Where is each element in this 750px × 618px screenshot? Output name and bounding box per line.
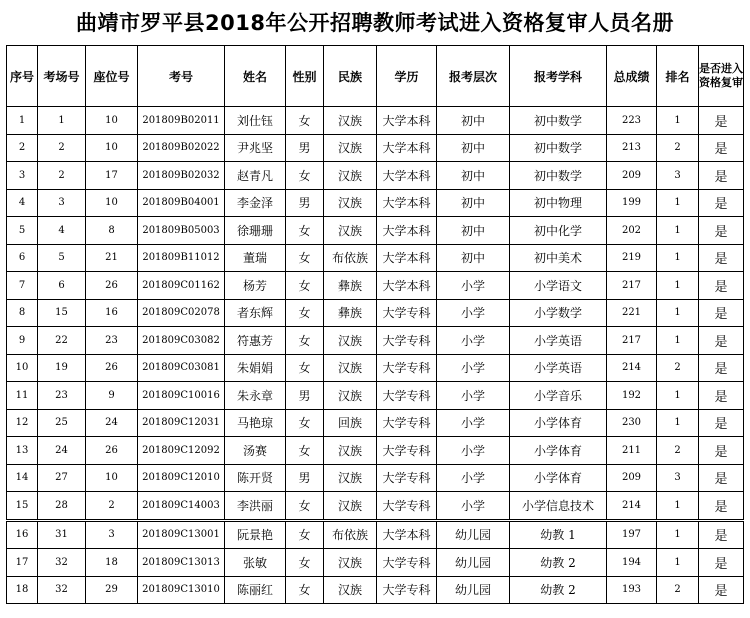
cell-gender: 女 <box>286 327 324 355</box>
cell-rank: 2 <box>657 437 699 465</box>
cell-ethnicity: 汉族 <box>324 354 377 382</box>
cell-level: 幼儿园 <box>437 576 510 604</box>
cell-exam-room-no: 22 <box>38 327 86 355</box>
table-row <box>7 520 744 549</box>
cell-gender: 男 <box>286 382 324 410</box>
cell-seq-no: 15 <box>7 492 38 521</box>
cell-name: 赵青凡 <box>225 162 286 190</box>
cell-subject: 幼教 2 <box>510 576 607 604</box>
cell-name: 李金泽 <box>225 189 286 217</box>
cell-total-score: 211 <box>607 437 657 465</box>
table-row <box>7 299 744 327</box>
cell-gender: 女 <box>286 217 324 245</box>
cell-exam-id: 201809B05003 <box>138 217 225 245</box>
cell-gender: 女 <box>286 299 324 327</box>
cell-ethnicity: 彝族 <box>324 299 377 327</box>
cell-gender: 女 <box>286 520 324 549</box>
cell-exam-room-no: 27 <box>38 464 86 492</box>
cell-rank: 1 <box>657 217 699 245</box>
cell-exam-room-no: 15 <box>38 299 86 327</box>
cell-seat-no: 2 <box>86 492 138 521</box>
column-header-review-status: 是否进入资格复审 <box>699 46 744 107</box>
cell-total-score: 214 <box>607 354 657 382</box>
cell-seat-no: 21 <box>86 244 138 272</box>
cell-ethnicity: 汉族 <box>324 549 377 577</box>
cell-rank: 2 <box>657 354 699 382</box>
cell-rank: 1 <box>657 520 699 549</box>
cell-exam-id: 201809B11012 <box>138 244 225 272</box>
cell-review-status: 是 <box>699 437 744 465</box>
cell-seat-no: 26 <box>86 437 138 465</box>
cell-seat-no: 10 <box>86 189 138 217</box>
cell-ethnicity: 汉族 <box>324 576 377 604</box>
cell-level: 小学 <box>437 409 510 437</box>
cell-exam-room-no: 28 <box>38 492 86 521</box>
cell-subject: 幼教 2 <box>510 549 607 577</box>
cell-total-score: 197 <box>607 520 657 549</box>
cell-exam-room-no: 2 <box>38 134 86 162</box>
cell-subject: 小学语文 <box>510 272 607 300</box>
cell-review-status: 是 <box>699 520 744 549</box>
cell-gender: 女 <box>286 354 324 382</box>
cell-exam-room-no: 3 <box>38 189 86 217</box>
cell-ethnicity: 彝族 <box>324 272 377 300</box>
column-header-gender: 性别 <box>286 46 324 107</box>
cell-gender: 女 <box>286 437 324 465</box>
cell-seat-no: 24 <box>86 409 138 437</box>
column-header-exam-room-no: 考场号 <box>38 46 86 107</box>
cell-level: 小学 <box>437 382 510 410</box>
cell-gender: 女 <box>286 162 324 190</box>
cell-gender: 女 <box>286 107 324 135</box>
cell-level: 初中 <box>437 107 510 135</box>
cell-exam-id: 201809B02011 <box>138 107 225 135</box>
cell-seat-no: 9 <box>86 382 138 410</box>
cell-ethnicity: 汉族 <box>324 327 377 355</box>
table-row <box>7 409 744 437</box>
cell-seat-no: 10 <box>86 464 138 492</box>
cell-ethnicity: 汉族 <box>324 217 377 245</box>
cell-level: 小学 <box>437 464 510 492</box>
cell-gender: 女 <box>286 549 324 577</box>
cell-exam-id: 201809C14003 <box>138 492 225 521</box>
table-row <box>7 437 744 465</box>
table-row <box>7 162 744 190</box>
cell-exam-id: 201809C12031 <box>138 409 225 437</box>
cell-education: 大学本科 <box>377 244 437 272</box>
cell-exam-room-no: 31 <box>38 520 86 549</box>
cell-seat-no: 29 <box>86 576 138 604</box>
table-row <box>7 354 744 382</box>
cell-subject: 小学数学 <box>510 299 607 327</box>
cell-seq-no: 3 <box>7 162 38 190</box>
cell-education: 大学本科 <box>377 217 437 245</box>
cell-seq-no: 8 <box>7 299 38 327</box>
column-header-name: 姓名 <box>225 46 286 107</box>
cell-total-score: 214 <box>607 492 657 521</box>
table-row <box>7 382 744 410</box>
cell-education: 大学专科 <box>377 464 437 492</box>
document-title: 曲靖市罗平县2018年公开招聘教师考试进入资格复审人员名册 <box>76 11 674 35</box>
cell-subject: 初中化学 <box>510 217 607 245</box>
cell-name: 陈开贤 <box>225 464 286 492</box>
cell-exam-room-no: 6 <box>38 272 86 300</box>
cell-exam-id: 201809C12010 <box>138 464 225 492</box>
cell-rank: 1 <box>657 189 699 217</box>
cell-education: 大学专科 <box>377 549 437 577</box>
cell-subject: 初中物理 <box>510 189 607 217</box>
cell-gender: 男 <box>286 189 324 217</box>
table-row <box>7 576 744 604</box>
cell-level: 小学 <box>437 492 510 521</box>
cell-total-score: 217 <box>607 327 657 355</box>
cell-ethnicity: 回族 <box>324 409 377 437</box>
table-row <box>7 464 744 492</box>
cell-name: 汤赛 <box>225 437 286 465</box>
cell-gender: 男 <box>286 134 324 162</box>
cell-review-status: 是 <box>699 162 744 190</box>
cell-ethnicity: 汉族 <box>324 189 377 217</box>
cell-education: 大学本科 <box>377 189 437 217</box>
cell-exam-room-no: 32 <box>38 549 86 577</box>
cell-rank: 1 <box>657 327 699 355</box>
cell-exam-id: 201809C03082 <box>138 327 225 355</box>
cell-review-status: 是 <box>699 576 744 604</box>
cell-review-status: 是 <box>699 549 744 577</box>
cell-rank: 2 <box>657 134 699 162</box>
cell-ethnicity: 布依族 <box>324 244 377 272</box>
cell-exam-id: 201809C10016 <box>138 382 225 410</box>
column-header-education: 学历 <box>377 46 437 107</box>
column-header-seq-no: 序号 <box>7 46 38 107</box>
cell-name: 符惠芳 <box>225 327 286 355</box>
cell-rank: 3 <box>657 162 699 190</box>
cell-subject: 初中数学 <box>510 134 607 162</box>
cell-exam-id: 201809C02078 <box>138 299 225 327</box>
cell-level: 初中 <box>437 162 510 190</box>
cell-review-status: 是 <box>699 299 744 327</box>
column-header-rank: 排名 <box>657 46 699 107</box>
cell-review-status: 是 <box>699 107 744 135</box>
cell-rank: 1 <box>657 299 699 327</box>
cell-total-score: 213 <box>607 134 657 162</box>
table-row <box>7 107 744 135</box>
cell-seq-no: 1 <box>7 107 38 135</box>
cell-exam-id: 201809C13010 <box>138 576 225 604</box>
cell-review-status: 是 <box>699 244 744 272</box>
cell-exam-room-no: 24 <box>38 437 86 465</box>
cell-subject: 小学英语 <box>510 354 607 382</box>
cell-review-status: 是 <box>699 382 744 410</box>
cell-ethnicity: 汉族 <box>324 382 377 410</box>
cell-exam-room-no: 1 <box>38 107 86 135</box>
cell-review-status: 是 <box>699 272 744 300</box>
cell-total-score: 209 <box>607 464 657 492</box>
cell-total-score: 199 <box>607 189 657 217</box>
cell-gender: 女 <box>286 272 324 300</box>
cell-seq-no: 9 <box>7 327 38 355</box>
cell-education: 大学本科 <box>377 134 437 162</box>
cell-level: 初中 <box>437 217 510 245</box>
cell-exam-id: 201809B04001 <box>138 189 225 217</box>
cell-education: 大学专科 <box>377 576 437 604</box>
cell-seat-no: 26 <box>86 354 138 382</box>
cell-seq-no: 17 <box>7 549 38 577</box>
cell-seq-no: 14 <box>7 464 38 492</box>
cell-seq-no: 2 <box>7 134 38 162</box>
cell-gender: 女 <box>286 244 324 272</box>
cell-subject: 小学体育 <box>510 437 607 465</box>
cell-name: 朱娟娟 <box>225 354 286 382</box>
cell-exam-id: 201809C13013 <box>138 549 225 577</box>
cell-name: 朱永章 <box>225 382 286 410</box>
cell-subject: 初中数学 <box>510 107 607 135</box>
cell-total-score: 193 <box>607 576 657 604</box>
cell-level: 小学 <box>437 327 510 355</box>
column-header-ethnicity: 民族 <box>324 46 377 107</box>
cell-name: 张敏 <box>225 549 286 577</box>
cell-seq-no: 16 <box>7 520 38 549</box>
cell-name: 李洪丽 <box>225 492 286 521</box>
table-row <box>7 327 744 355</box>
cell-subject: 小学英语 <box>510 327 607 355</box>
cell-total-score: 217 <box>607 272 657 300</box>
cell-subject: 小学体育 <box>510 409 607 437</box>
cell-exam-room-no: 5 <box>38 244 86 272</box>
table-row <box>7 272 744 300</box>
cell-total-score: 223 <box>607 107 657 135</box>
cell-seq-no: 10 <box>7 354 38 382</box>
cell-education: 大学专科 <box>377 437 437 465</box>
cell-education: 大学专科 <box>377 382 437 410</box>
cell-subject: 初中数学 <box>510 162 607 190</box>
cell-subject: 小学音乐 <box>510 382 607 410</box>
cell-education: 大学专科 <box>377 492 437 521</box>
cell-education: 大学专科 <box>377 354 437 382</box>
cell-seat-no: 26 <box>86 272 138 300</box>
cell-level: 小学 <box>437 437 510 465</box>
cell-review-status: 是 <box>699 464 744 492</box>
cell-total-score: 202 <box>607 217 657 245</box>
cell-review-status: 是 <box>699 189 744 217</box>
cell-subject: 初中美术 <box>510 244 607 272</box>
cell-education: 大学专科 <box>377 299 437 327</box>
cell-seat-no: 10 <box>86 107 138 135</box>
cell-rank: 1 <box>657 492 699 521</box>
cell-rank: 1 <box>657 549 699 577</box>
cell-review-status: 是 <box>699 354 744 382</box>
cell-exam-room-no: 4 <box>38 217 86 245</box>
cell-exam-room-no: 23 <box>38 382 86 410</box>
cell-exam-room-no: 2 <box>38 162 86 190</box>
cell-review-status: 是 <box>699 409 744 437</box>
column-header-exam-id: 考号 <box>138 46 225 107</box>
cell-level: 小学 <box>437 354 510 382</box>
cell-education: 大学专科 <box>377 409 437 437</box>
cell-review-status: 是 <box>699 327 744 355</box>
cell-ethnicity: 汉族 <box>324 134 377 162</box>
table-body <box>7 107 744 604</box>
cell-seq-no: 6 <box>7 244 38 272</box>
cell-seq-no: 18 <box>7 576 38 604</box>
cell-total-score: 221 <box>607 299 657 327</box>
table-row <box>7 217 744 245</box>
cell-name: 尹兆坚 <box>225 134 286 162</box>
table-row <box>7 134 744 162</box>
header-row <box>7 46 744 107</box>
cell-total-score: 209 <box>607 162 657 190</box>
cell-gender: 女 <box>286 409 324 437</box>
table-row <box>7 492 744 521</box>
column-header-total-score: 总成绩 <box>607 46 657 107</box>
cell-review-status: 是 <box>699 492 744 521</box>
cell-subject: 小学体育 <box>510 464 607 492</box>
cell-ethnicity: 汉族 <box>324 492 377 521</box>
cell-exam-id: 201809C01162 <box>138 272 225 300</box>
cell-seat-no: 17 <box>86 162 138 190</box>
cell-seat-no: 8 <box>86 217 138 245</box>
cell-name: 刘仕钰 <box>225 107 286 135</box>
cell-name: 阮景艳 <box>225 520 286 549</box>
cell-subject: 幼教 1 <box>510 520 607 549</box>
cell-name: 者东辉 <box>225 299 286 327</box>
cell-rank: 1 <box>657 409 699 437</box>
cell-subject: 小学信息技术 <box>510 492 607 521</box>
cell-ethnicity: 汉族 <box>324 107 377 135</box>
cell-exam-id: 201809C12092 <box>138 437 225 465</box>
cell-ethnicity: 汉族 <box>324 437 377 465</box>
cell-gender: 男 <box>286 464 324 492</box>
cell-exam-room-no: 25 <box>38 409 86 437</box>
column-header-level: 报考层次 <box>437 46 510 107</box>
cell-name: 陈丽红 <box>225 576 286 604</box>
cell-seat-no: 18 <box>86 549 138 577</box>
cell-exam-id: 201809C13001 <box>138 520 225 549</box>
candidate-table <box>6 45 744 604</box>
cell-seat-no: 23 <box>86 327 138 355</box>
cell-level: 初中 <box>437 189 510 217</box>
cell-rank: 3 <box>657 464 699 492</box>
cell-seq-no: 7 <box>7 272 38 300</box>
cell-education: 大学本科 <box>377 520 437 549</box>
cell-gender: 女 <box>286 492 324 521</box>
cell-review-status: 是 <box>699 217 744 245</box>
cell-level: 幼儿园 <box>437 549 510 577</box>
cell-ethnicity: 布依族 <box>324 520 377 549</box>
cell-rank: 1 <box>657 244 699 272</box>
cell-seat-no: 16 <box>86 299 138 327</box>
cell-rank: 2 <box>657 576 699 604</box>
cell-seq-no: 13 <box>7 437 38 465</box>
cell-total-score: 192 <box>607 382 657 410</box>
cell-seq-no: 4 <box>7 189 38 217</box>
cell-level: 小学 <box>437 299 510 327</box>
cell-seat-no: 10 <box>86 134 138 162</box>
cell-name: 杨芳 <box>225 272 286 300</box>
cell-exam-id: 201809B02022 <box>138 134 225 162</box>
cell-exam-room-no: 32 <box>38 576 86 604</box>
cell-exam-id: 201809B02032 <box>138 162 225 190</box>
cell-level: 初中 <box>437 134 510 162</box>
cell-name: 董瑞 <box>225 244 286 272</box>
cell-education: 大学本科 <box>377 107 437 135</box>
cell-rank: 1 <box>657 382 699 410</box>
cell-seq-no: 5 <box>7 217 38 245</box>
cell-seq-no: 11 <box>7 382 38 410</box>
column-header-subject: 报考学科 <box>510 46 607 107</box>
cell-gender: 女 <box>286 576 324 604</box>
cell-total-score: 194 <box>607 549 657 577</box>
table-row <box>7 189 744 217</box>
cell-rank: 1 <box>657 107 699 135</box>
column-header-seat-no: 座位号 <box>86 46 138 107</box>
cell-education: 大学专科 <box>377 327 437 355</box>
cell-exam-id: 201809C03081 <box>138 354 225 382</box>
table-row <box>7 549 744 577</box>
cell-name: 马艳琼 <box>225 409 286 437</box>
cell-total-score: 219 <box>607 244 657 272</box>
cell-ethnicity: 汉族 <box>324 464 377 492</box>
cell-level: 幼儿园 <box>437 520 510 549</box>
cell-total-score: 230 <box>607 409 657 437</box>
cell-education: 大学本科 <box>377 272 437 300</box>
cell-name: 徐珊珊 <box>225 217 286 245</box>
cell-seat-no: 3 <box>86 520 138 549</box>
cell-level: 小学 <box>437 272 510 300</box>
table-row <box>7 244 744 272</box>
cell-education: 大学本科 <box>377 162 437 190</box>
cell-level: 初中 <box>437 244 510 272</box>
cell-seq-no: 12 <box>7 409 38 437</box>
cell-rank: 1 <box>657 272 699 300</box>
cell-exam-room-no: 19 <box>38 354 86 382</box>
cell-review-status: 是 <box>699 134 744 162</box>
cell-ethnicity: 汉族 <box>324 162 377 190</box>
